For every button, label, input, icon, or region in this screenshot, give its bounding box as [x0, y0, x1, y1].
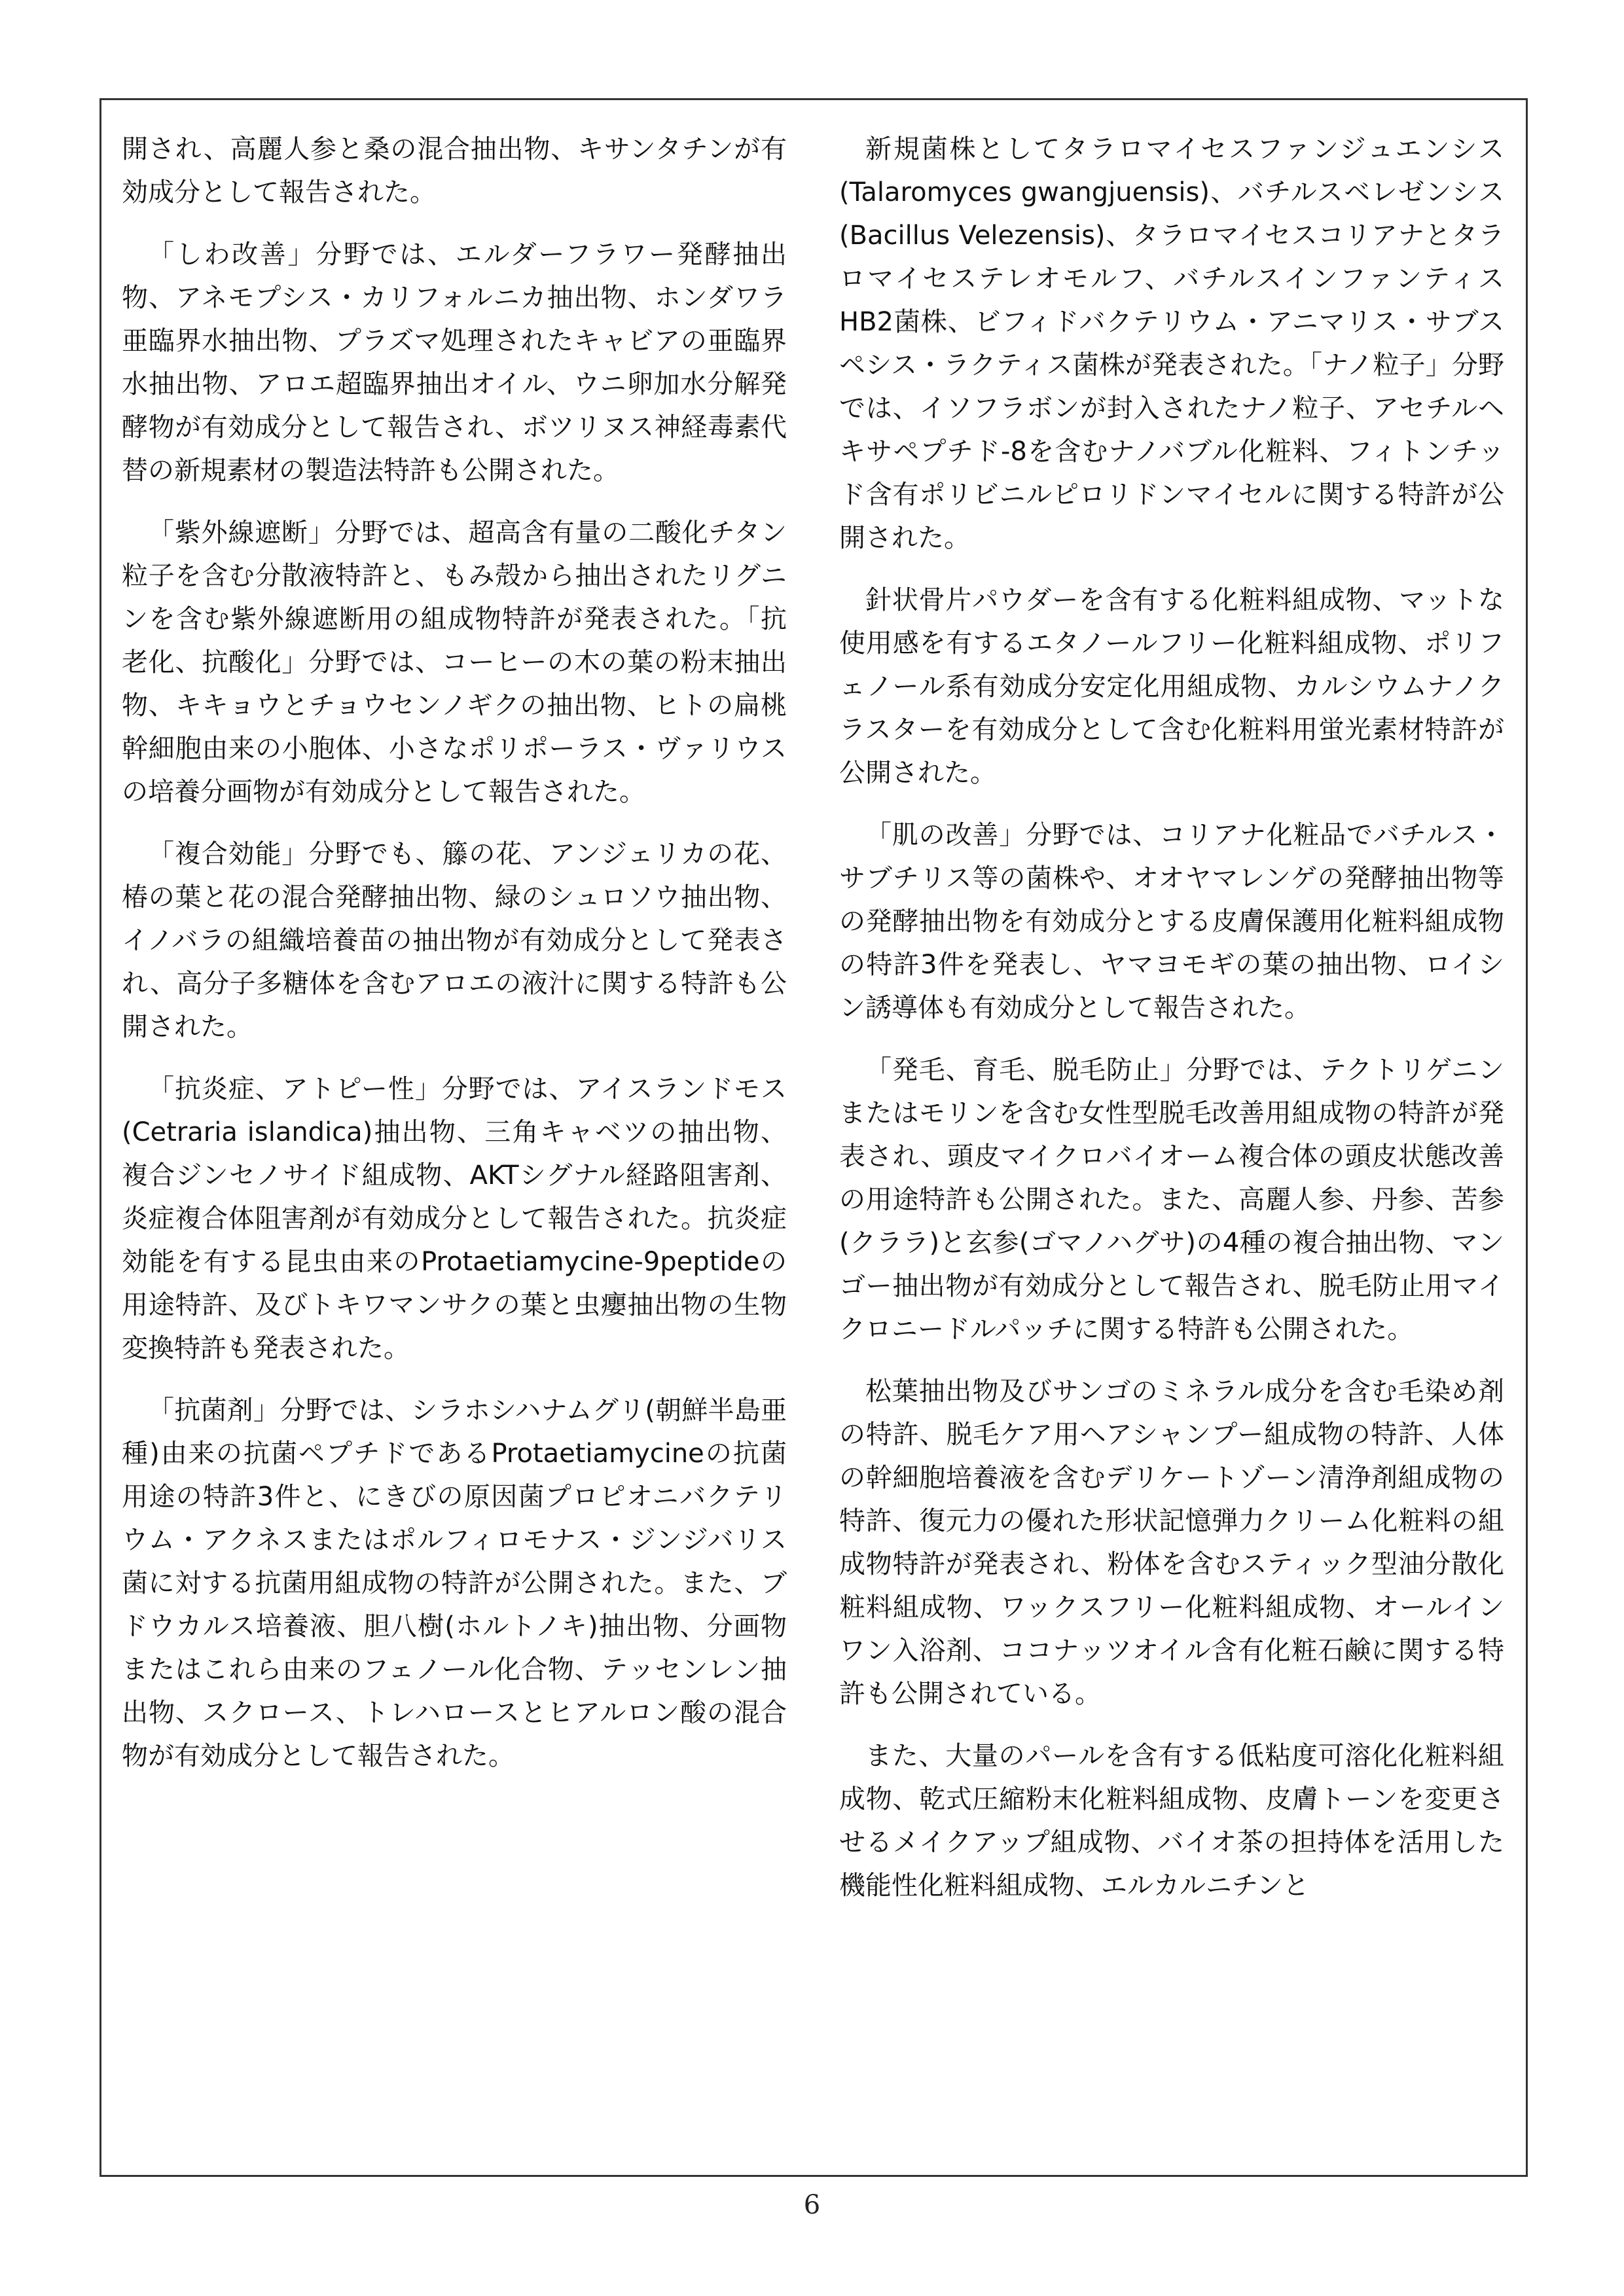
paragraph-skin-improvement: 「肌の改善」分野では、コリアナ化粧品でバチルス・サブチリス等の菌株や、オオヤマレンゲの発酵抽出物等の発酵抽出物を有効成分とする皮膚保護用化粧料組成物の特許3件を発表し、ヤマヨモギの葉の抽出物、ロイシン誘導体も有効成分として報告された。: [839, 820, 1504, 1023]
paragraph-pearl-cosmetics: また、大量のパールを含有する低粘度可溶化化粧料組成物、乾式圧縮粉末化粧料組成物、皮膚トーンを変更させるメイクアップ組成物、バイオ茶の担持体を活用した機能性化粧料組成物、エルカルニチンと: [839, 1741, 1504, 1901]
paragraph-wrinkle: 「しわ改善」分野では、エルダーフラワー発酵抽出物、アネモプシス・カリフォルニカ抽出物、ホンダワラ亜臨界水抽出物、プラズマ処理されたキャビアの亜臨界水抽出物、アロエ超臨界抽出オイル、ウニ卵加水分解発酵物が有効成分として報告され、ボツリヌス神経毒素代替の新規素材の製造法特許も公開された。: [122, 240, 787, 486]
right-column: [839, 128, 1504, 1926]
paragraph-anti-inflammation: 「抗炎症、アトピー性」分野では、アイスランドモス(Cetraria islandica)抽出物、三角キャベツの抽出物、複合ジンセノサイド組成物、AKTシグナル経路阻害剤、炎症複合体阻害剤が有効成分として報告された。抗炎症効能を有する昆虫由来のProtaetiamycine-9peptideの用途特許、及びトキワマンサクの葉と虫癭抽出物の生物変換特許も発表された。: [122, 1074, 787, 1363]
left-column: [122, 128, 787, 1797]
paragraph-antibacterial: 「抗菌剤」分野では、シラホシハナムグリ(朝鮮半島亜種)由来の抗菌ペプチドであるProtaetiamycineの抗菌用途の特許3件と、にきびの原因菌プロピオニバクテリウム・アクネスまたはポルフィロモナス・ジンジバリス菌に対する抗菌用組成物の特許が公開された。また、ブドウカルス培養液、胆八樹(ホルトノキ)抽出物、分画物またはこれら由来のフェノール化合物、テッセンレン抽出物、スクロース、トレハロースとヒアルロン酸の混合物が有効成分として報告された。: [122, 1395, 787, 1771]
paragraph-multi-effect: 「複合効能」分野でも、籐の花、アンジェリカの花、椿の葉と花の混合発酵抽出物、緑のシュロソウ抽出物、イノバラの組織培養苗の抽出物が有効成分として発表され、高分子多糖体を含むアロエの液汁に関する特許も公開された。: [122, 839, 787, 1042]
paragraph-uv-antiaging: 「紫外線遮断」分野では、超高含有量の二酸化チタン粒子を含む分散液特許と、もみ殻から抽出されたリグニンを含む紫外線遮断用の組成物特許が発表された。「抗老化、抗酸化」分野では、コーヒーの木の葉の粉末抽出物、キキョウとチョウセンノギクの抽出物、ヒトの扁桃幹細胞由来の小胞体、小さなポリポーラス・ヴァリウスの培養分画物が有効成分として報告された。: [122, 518, 787, 807]
paragraph-hair-dye: 松葉抽出物及びサンゴのミネラル成分を含む毛染め剤の特許、脱毛ケア用ヘアシャンプー組成物の特許、人体の幹細胞培養液を含むデリケートゾーン清浄剤組成物の特許、復元力の優れた形状記憶弾力クリーム化粧料の組成物特許が発表され、粉体を含むスティック型油分散化粧料組成物、ワックスフリー化粧料組成物、オールインワン入浴剤、ココナッツオイル含有化粧石鹸に関する特許も公開されている。: [839, 1376, 1504, 1709]
paragraph-new-strains: 新規菌株としてタラロマイセスファンジュエンシス(Talaromyces gwangjuensis)、バチルスベレゼンシス(Bacillus Velezensis)、タラロマイセスコリアナとタラロマイセステレオモルフ、バチルスインファンティスHB2菌株、ビフィドバクテリウム・アニマリス・サブスペシス・ラクティス菌株が発表された。「ナノ粒子」分野では、イソフラボンが封入されたナノ粒子、アセチルヘキサペプチド-8を含むナノバブル化粧料、フィトンチッド含有ポリビニルピロリドンマイセルに関する特許が公開された。: [839, 134, 1504, 553]
paragraph-continuation: 開され、高麗人参と桑の混合抽出物、キサンタチンが有効成分として報告された。: [122, 134, 787, 207]
paragraph-hair-growth: 「発毛、育毛、脱毛防止」分野では、テクトリゲニンまたはモリンを含む女性型脱毛改善用組成物の特許が発表され、頭皮マイクロバイオーム複合体の頭皮状態改善の用途特許も公開された。また、高麗人参、丹参、苦参(クララ)と玄参(ゴマノハグサ)の4種の複合抽出物、マンゴー抽出物が有効成分として報告され、脱毛防止用マイクロニードルパッチに関する特許も公開された。: [839, 1055, 1504, 1344]
page-number: 6: [803, 2190, 821, 2220]
paragraph-powder-compositions: 針状骨片パウダーを含有する化粧料組成物、マットな使用感を有するエタノールフリー化粧料組成物、ポリフェノール系有効成分安定化用組成物、カルシウムナノクラスターを有効成分として含む化粧料用蛍光素材特許が公開された。: [839, 585, 1504, 788]
